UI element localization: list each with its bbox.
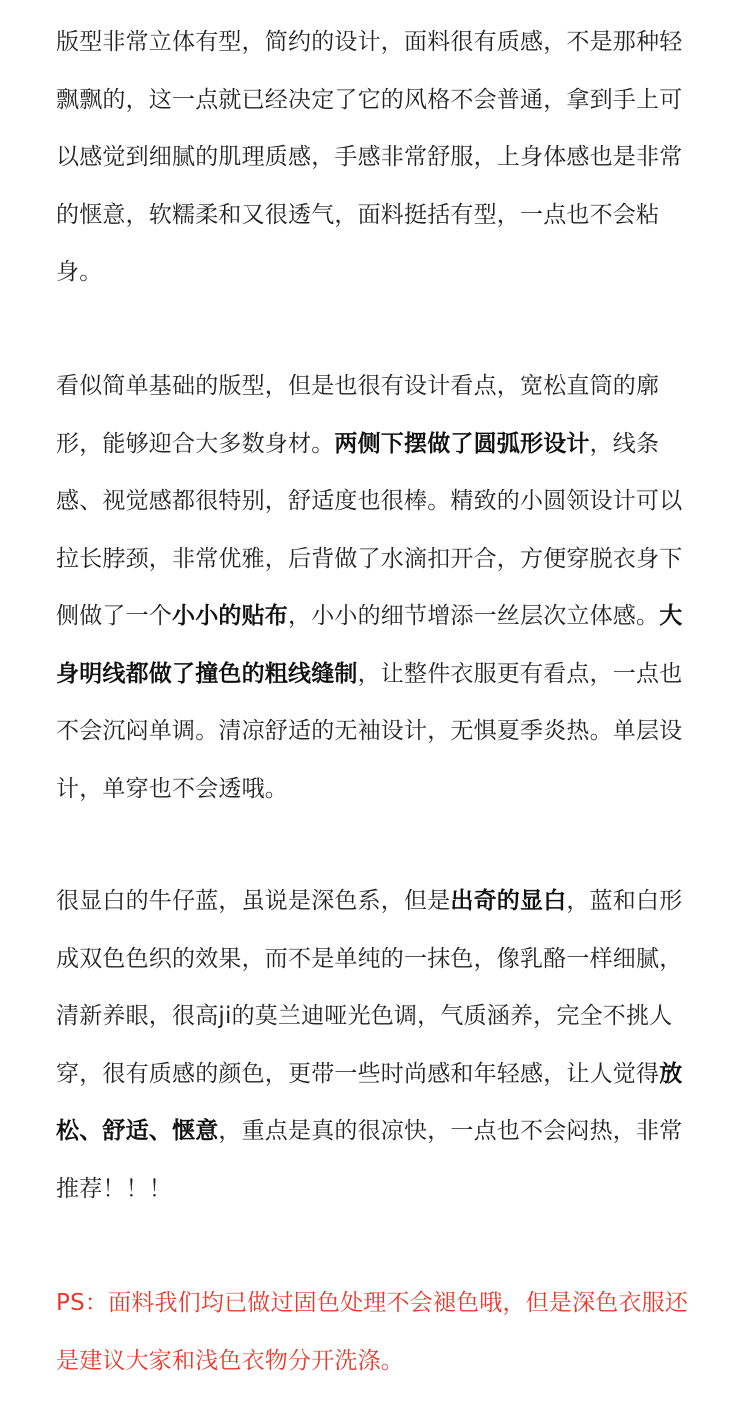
highlight-text: 出奇的显白: [450, 888, 567, 914]
description-paragraph-fabric: [56, 14, 696, 302]
paragraph-text: 版型非常立体有型，简约的设计，面料很有质感，不是那种轻飘飘的，这一点就已经决定了它的风格不会普通，拿到手上可以感觉到细腻的肌理质感，手感非常舒服，上身体感也是非常的惬意，软糯柔和又很透气，面料挺括有型，一点也不会粘身。: [56, 29, 683, 285]
description-paragraph-design: [56, 358, 696, 818]
highlight-text: 两侧下摆做了圆弧形设计: [334, 430, 590, 457]
paragraph-text: ，蓝和白形成双色色织的效果，而不是单纯的一抹色，像乳酪一样细腻，清新养眼，很高ji的莫兰迪哑光色调，气质涵养，完全不挑人穿，很有质感的颜色，更带一些时尚感和年轻感，让人觉得: [56, 888, 683, 1087]
description-paragraph-color: [56, 873, 696, 1218]
notice-text: PS：面料我们均已做过固色处理不会褪色哦，但是深色衣服还是建议大家和浅色衣物分开洗涤。: [56, 1290, 689, 1374]
highlight-text: 放松、舒适、惬意: [56, 1060, 683, 1144]
washing-notice: [56, 1275, 696, 1390]
paragraph-text: 看似简单基础的版型，但是也很有设计看点，宽松直筒的廓形，能够迎合大多数身材。: [56, 373, 660, 457]
paragraph-text: 很显白的牛仔蓝，虽说是深色系，但是: [56, 888, 451, 914]
paragraph-text: ，重点是真的很凉快，一点也不会闷热，非常推荐！！！: [56, 1118, 683, 1202]
highlight-text: 小小的贴布: [172, 603, 288, 629]
paragraph-text: ，小小的细节增添一丝层次立体感。: [288, 603, 660, 629]
paragraph-text: ，线条感、视觉感都很特别，舒适度也很棒。精致的小圆领设计可以拉长脖颈，非常优雅，后背做了水滴扣开合，方便穿脱衣身下侧做了一个: [56, 430, 683, 629]
paragraph-text: ，让整件衣服更有看点，一点也不会沉闷单调。清凉舒适的无袖设计，无惧夏季炎热。单层设计，单穿也不会透哦。: [56, 660, 683, 802]
highlight-text: 大身明线都做了撞色的粗线缝制: [56, 603, 683, 687]
